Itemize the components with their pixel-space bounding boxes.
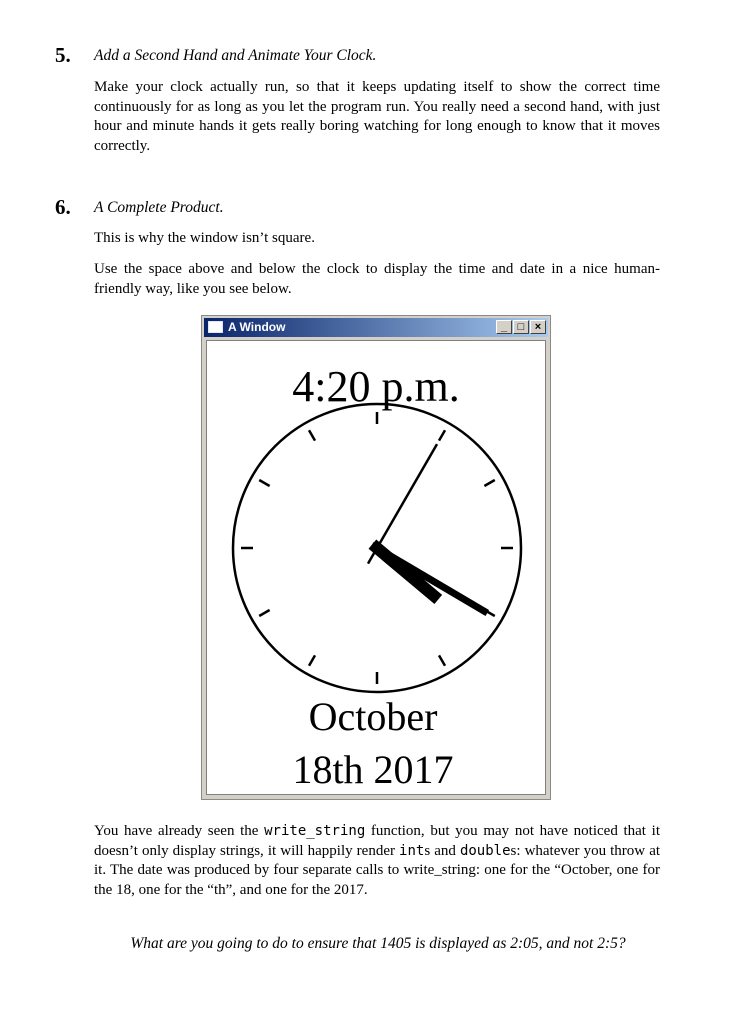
time-display: 4:20 p.m.: [292, 362, 460, 411]
section-6-paragraph-2: Use the space above and below the clock to display the time and date in a nice human-friendly way, like you see below.: [94, 261, 660, 297]
date-display: 18th 2017: [292, 747, 454, 792]
clock-window: [201, 315, 551, 800]
closing-question: What are you going to do to ensure that 1405 is displayed as 2:05, and not 2:5?: [130, 935, 626, 952]
section-5-paragraph: Make your clock actually run, so that it keeps updating itself to show the correct time continuously for as long as you let the program run. You really need a second hand, with just hour and minute hands it gets really boring watching for long enough to know that it moves correctly.: [94, 79, 660, 154]
clock-tick: [259, 480, 269, 486]
write-string-paragraph: [94, 822, 660, 900]
text-run: function, but you may not have noticed that it doesn’t only display strings, it will happily render: [94, 823, 660, 859]
clock-tick: [309, 655, 315, 665]
window-title: A Window: [228, 320, 286, 334]
clock-tick: [439, 655, 445, 665]
section-6-number: 6.: [55, 195, 71, 219]
text-run: s: whatever you throw at it. The date was produced by four separate calls to write_string: one for the “October, one for the 18, one for the “th”, and one for the 2017.: [94, 842, 661, 898]
section-6-paragraph-1: This is why the window isn’t square.: [94, 230, 315, 246]
section-5-heading: Add a Second Hand and Animate Your Clock.: [94, 47, 377, 64]
maximize-button[interactable]: □: [513, 320, 529, 334]
clock-tick: [484, 480, 494, 486]
code-write-string: write_string: [264, 823, 366, 839]
code-int: int: [399, 842, 425, 859]
section-6-heading: A Complete Product.: [94, 199, 224, 216]
minimize-button[interactable]: _: [496, 320, 512, 334]
clock-tick: [259, 610, 269, 616]
second-hand: [368, 444, 437, 564]
window-app-icon: [208, 321, 223, 333]
text-run: s and: [424, 842, 460, 859]
month-display: October: [308, 694, 438, 739]
clock-canvas: [207, 341, 546, 795]
window-client-area: [206, 340, 546, 795]
code-double: double: [459, 842, 511, 859]
clock-tick: [309, 430, 315, 440]
minute-hand: [372, 545, 487, 613]
clock-tick: [439, 430, 445, 440]
window-titlebar[interactable]: [204, 318, 548, 337]
text-run: You have already seen the: [94, 823, 265, 839]
section-5-number: 5.: [55, 43, 71, 67]
close-button[interactable]: ×: [530, 320, 546, 334]
